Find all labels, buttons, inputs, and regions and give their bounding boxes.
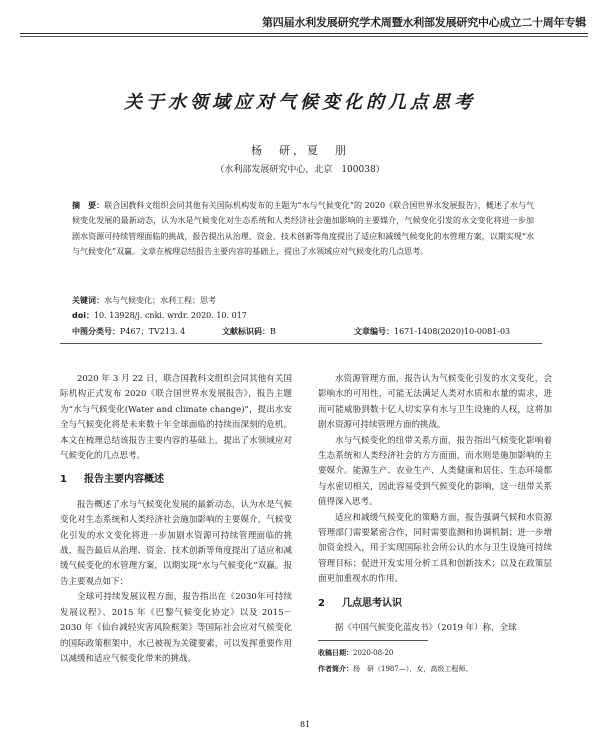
paper-title: 关于水领域应对气候变化的几点思考 <box>124 92 476 113</box>
keywords <box>72 294 534 308</box>
overview-paragraph: 报告概述了水与气候变化发展的最新动态，认为水是气候变化对生态系统和人类经济社会施加影响的主要媒介，气候变化引发的水文变化将进一步加剧水资源可持续管理面临的挑战，报告最后从治理、资金、技术创新等角度提出了适应和减缓气候变化的水管理方案，以期实现“水与气候变化”双赢。报告主要观点如下： <box>60 499 292 587</box>
section-title-1: 报告主要内容概述 <box>84 474 164 486</box>
author-bio: 杨 研（1987—），女，高级工程师。 <box>353 665 473 673</box>
section-heading-1 <box>60 472 292 487</box>
article-no <box>354 326 510 337</box>
authors: 杨 研，夏 朋 <box>251 144 349 157</box>
right-column <box>318 372 552 637</box>
thoughts-paragraph: 据《中国气候变化蓝皮书》（2019 年）称，全球 <box>335 623 517 634</box>
doi <box>72 309 534 323</box>
abstract-text: 联合国教科文组织会同其他有关国际机构发布的主题为“水与气候变化”的 2020《联合国世界水发展报告》，概述了水与气候变化发展的最新动态，认为水是气候变化对生态系统和人类经济社会施加影响的主要媒介，气候变化引发的水文变化将进一步加剧水资源可持续管理面临的挑战，报告提出从治理、资金、技术创新等角度提出了适应和减缓气候变化的水管理方案，以期实现“水与气候变化”双赢。文章在梳理总结报告主要内容的基础上，提出了水领域应对气候变化的几点思考。 <box>72 201 535 257</box>
section-heading-2 <box>318 596 552 611</box>
sustainability-paragraph: 全球可持续发展议程方面，报告指出在《2030年可持续发展议程》、2015 年《巴黎气候变化协定》以及 2015－2030 年《仙台减轻灾害风险框架》等国际社会应对气候变化的国际政策框架中，水已被视为关键要素，可以发挥重要作用以减缓和适应气候变化带来的挑战。 <box>60 592 292 664</box>
abstract-label: 摘 要： <box>72 201 105 210</box>
doc-code-label: 文献标识码： <box>222 326 270 336</box>
left-column <box>60 372 292 667</box>
doc-code <box>222 326 276 337</box>
keywords-text: 水与气候变化；水利工程；思考 <box>104 296 216 305</box>
classification <box>72 326 185 337</box>
article-no-text: 1671-1408(2020)10-0081-03 <box>394 327 511 336</box>
nexus-paragraph: 水与气候变化的纽带关系方面，报告指出气候变化影响着生态系统和人类经济社会的方方面面，而水则是施加影响的主要媒介。能源生产、农业生产、人类健康和居住、生态环境都与水密切相关，因此容易受到气候变化的影响，这一纽带关系值得深入思考。 <box>318 435 552 508</box>
received-label: 收稿日期： <box>318 649 353 657</box>
abstract <box>72 198 534 260</box>
page-number: 81 <box>300 720 311 729</box>
footnote-author <box>318 664 552 674</box>
abstract-separator <box>60 343 542 344</box>
doi-label: doi： <box>72 311 94 320</box>
section-number-1: 1 <box>60 474 67 486</box>
keywords-label: 关键词： <box>72 296 104 305</box>
running-head: 第四届水利发展研究学术周暨水利部发展研究中心成立二十周年专辑 <box>262 16 586 29</box>
received-date: 2020-08-20 <box>353 649 394 657</box>
header-rule-thin <box>20 36 588 37</box>
section-number-2: 2 <box>318 597 325 609</box>
affiliation: （水利部发展研究中心，北京 100038） <box>215 165 385 175</box>
header-rule <box>20 33 588 34</box>
footnote-rule <box>318 640 428 641</box>
intro-paragraph: 2020 年 3 月 22 日，联合国教科文组织会同其他有关国际机构正式发布 2020《联合国世界水发展报告》，报告主题为“水与气候变化(Water and climate change)”，提出水安全与气候变化将是未来数十年全球面临的持续而深刻的危机。本文在梳理总结该报告主要内容的基础上，提出了水领域应对气候变化的几点思考。 <box>60 374 292 462</box>
author-bio-label: 作者简介： <box>318 665 353 673</box>
strategy-paragraph: 适应和减缓气候变化的策略方面，报告强调气候和水资源管理部门需要紧密合作，同时需要监测和协调机制；进一步增加资金投入，用于实现国际社会所公认的水与卫生设施可持续管理目标；促进开发实用分析工具和创新技术；以及在政策层面更加重视水的作用。 <box>318 512 552 585</box>
doi-text: 10. 13928/j. cnki. wrdr. 2020. 10. 017 <box>93 311 247 320</box>
footnote-received <box>318 648 552 658</box>
section-title-2: 几点思考认识 <box>342 597 402 609</box>
doc-code-text: B <box>270 327 276 336</box>
classification-text: P467；TV213. 4 <box>120 327 186 336</box>
article-no-label: 文章编号： <box>354 326 394 336</box>
water-management-paragraph: 水资源管理方面，报告认为气候变化引发的水文变化，会影响水的可用性，可能无法满足人类对水质和水量的需求，进而可能威胁到数十亿人切实享有水与卫生设施的人权，这将加剧水资源可持续管理方面的挑战。 <box>318 374 552 431</box>
classification-label: 中图分类号： <box>72 326 120 336</box>
